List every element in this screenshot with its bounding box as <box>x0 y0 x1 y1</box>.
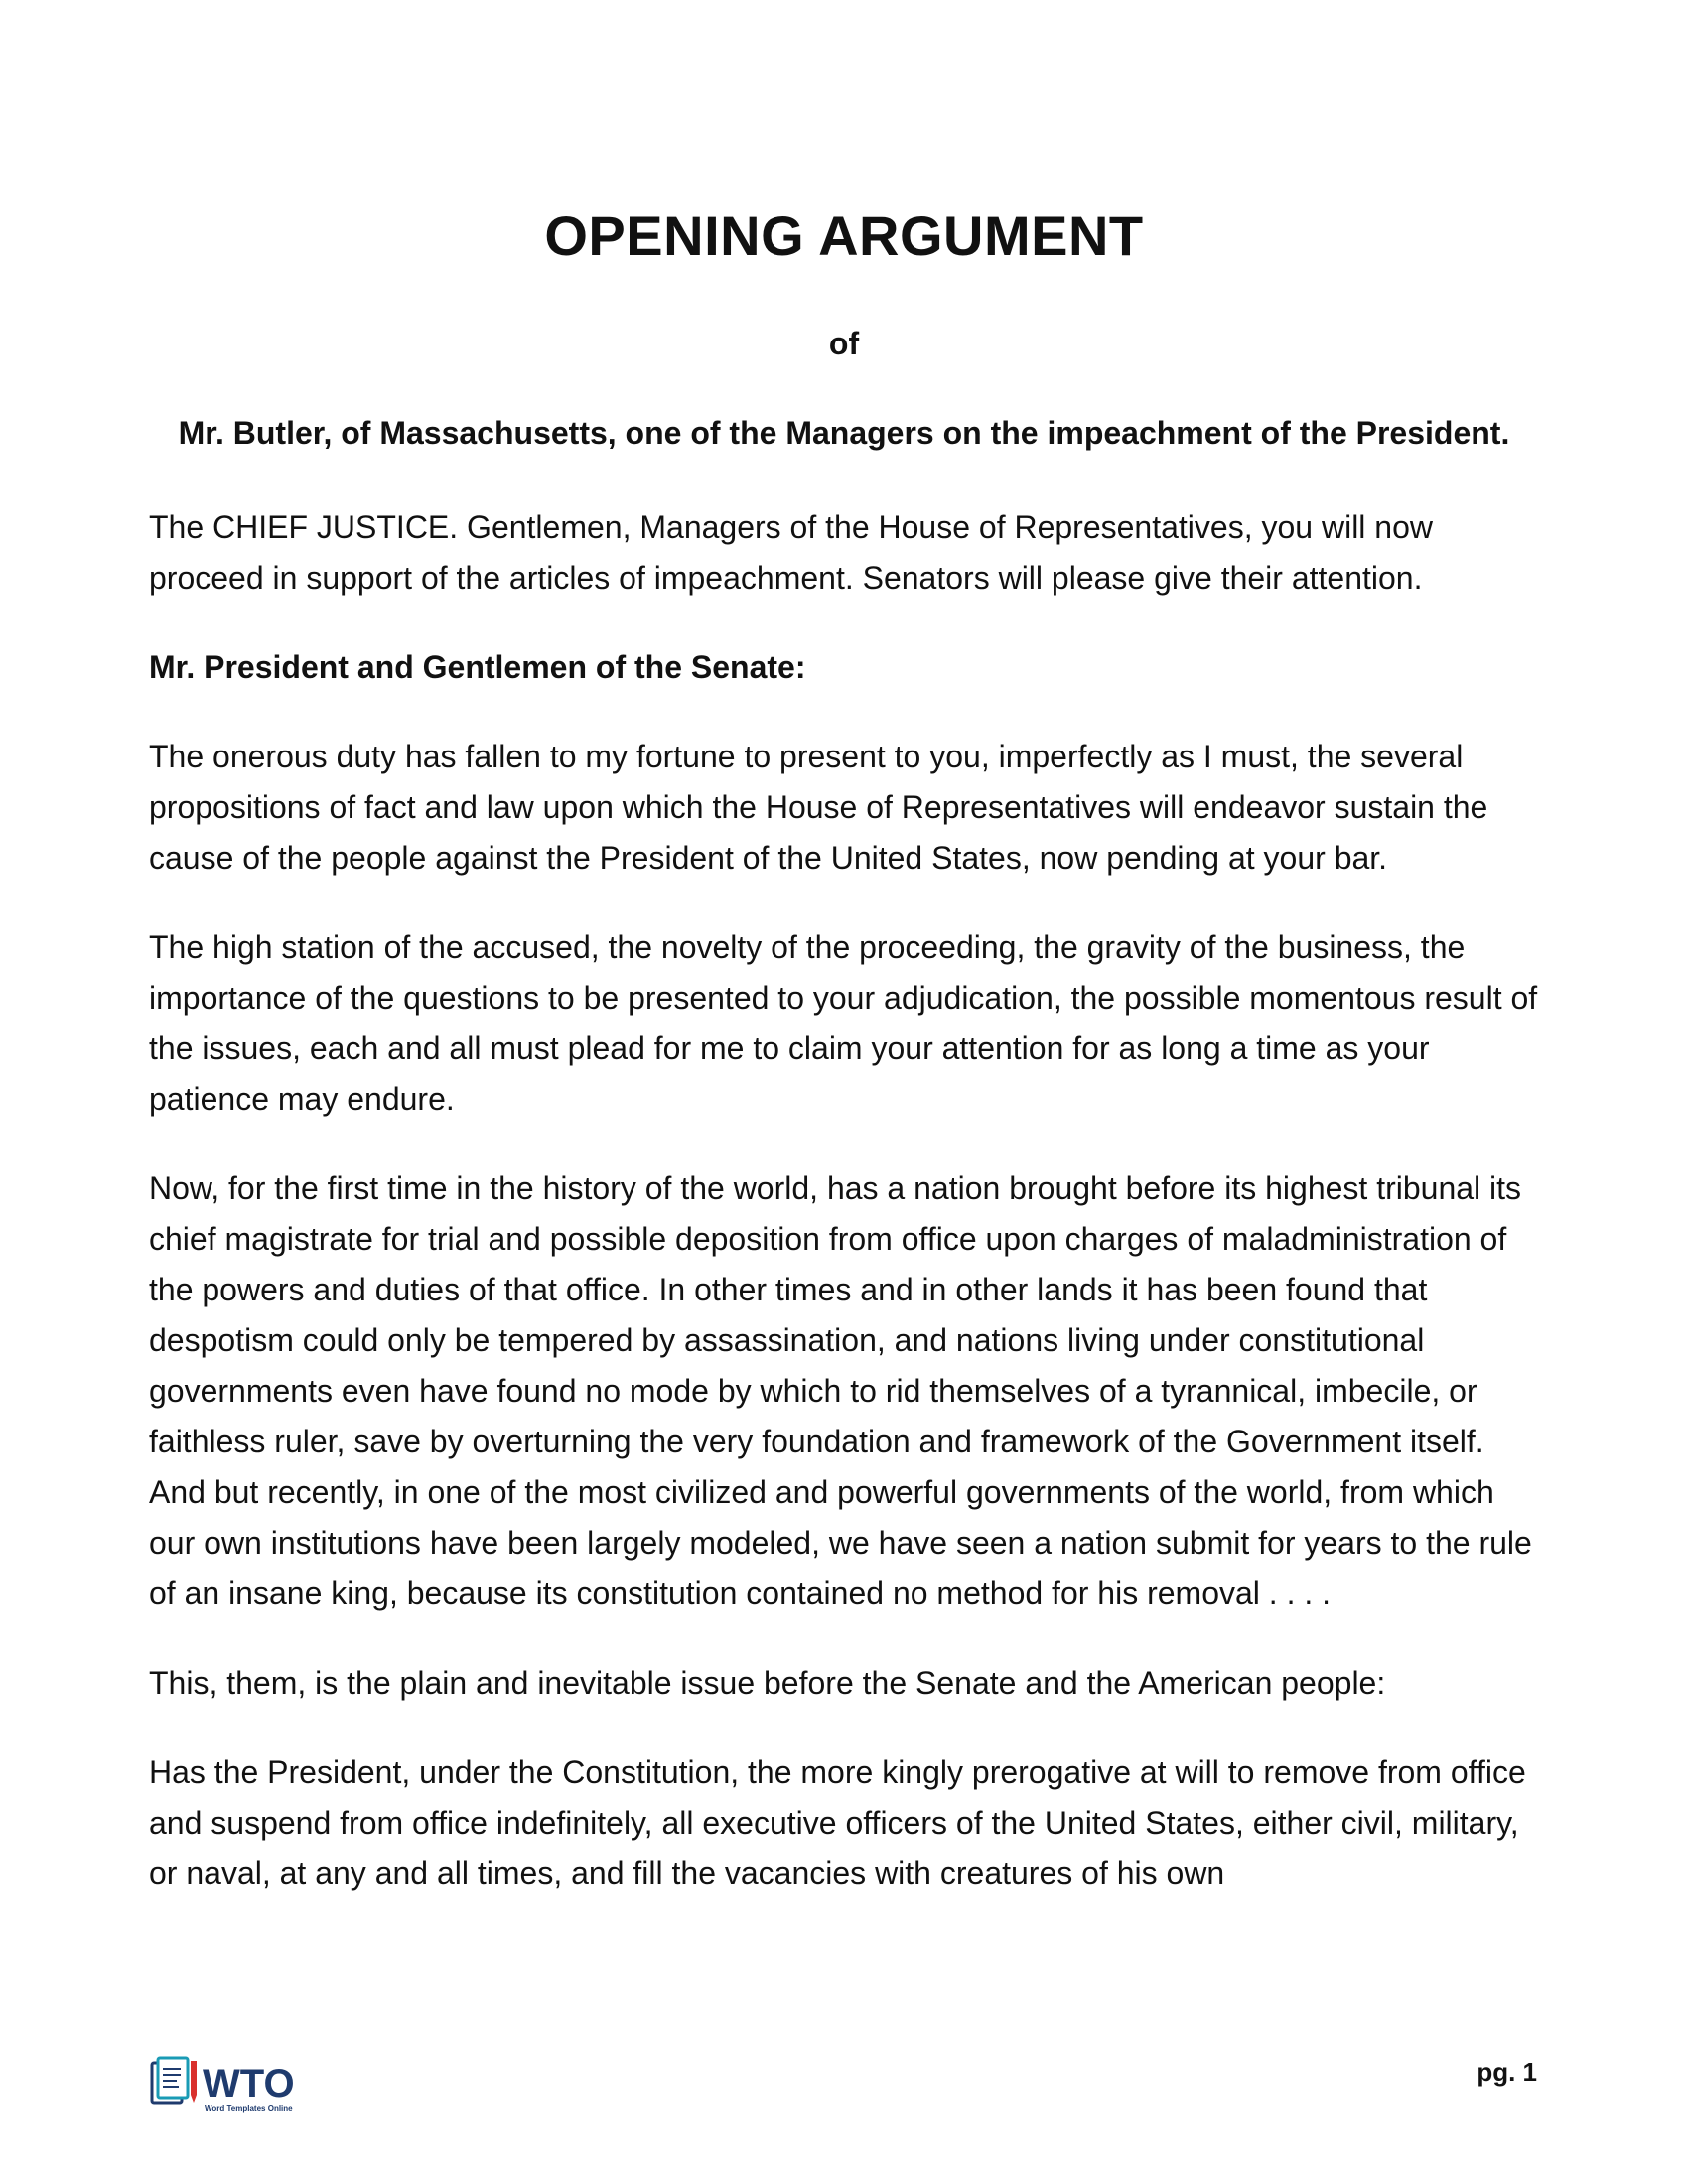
paragraph-has-the-president: Has the President, under the Constitution, the more kingly prerogative at will to remove from office and suspend from office indefinitely, all executive officers of the United States, either civil, military, or naval, at any and all times, and fill the vacancies with creatures of his own <box>149 1754 1526 1891</box>
document-body <box>149 502 1539 1938</box>
of-line: of <box>828 326 860 361</box>
wto-logo-icon <box>149 2055 333 2115</box>
wto-logo <box>149 2055 333 2115</box>
paragraph-high-station: The high station of the accused, the novelty of the proceeding, the gravity of the business, the importance of the questions to be presented to your adjudication, the possible momentous result of the issues, each and all must plead for me to claim your attention for as long a time as your patience may endure. <box>149 929 1538 1117</box>
paragraph-first-time: Now, for the first time in the history of the world, has a nation brought before its highest tribunal its chief magistrate for trial and possible deposition from office upon charges of maladministration of the powers and duties of that office. In other times and in other lands it has been found that despotism could only be tempered by assassination, and nations living under constitutional governments even have found no mode by which to rid themselves of a tyrannical, imbecile, or faithless ruler, save by overturning the very foundation and framework of the Government itself. And but recently, in one of the most civilized and powerful governments of the world, from which our own institutions have been largely modeled, we have seen a nation submit for years to the rule of an insane king, because its constitution contained no method for his removal . . . . <box>149 1170 1532 1611</box>
logo-tagline: Word Templates Online <box>205 2104 293 2113</box>
document-title: OPENING ARGUMENT <box>544 205 1144 267</box>
paragraph-chief-justice: The CHIEF JUSTICE. Gentlemen, Managers of the House of Representatives, you will now proceed in support of the articles of impeachment. Senators will please give their attention. <box>149 509 1433 596</box>
logo-wordmark: WTO <box>203 2062 295 2106</box>
document-subtitle: Mr. Butler, of Massachusetts, one of the Managers on the impeachment of the President. <box>178 415 1510 451</box>
page-number: pg. 1 <box>1477 2057 1537 2087</box>
paragraph-salutation: Mr. President and Gentlemen of the Senate: <box>149 649 806 685</box>
paragraph-plain-issue: This, them, is the plain and inevitable issue before the Senate and the American people: <box>149 1665 1386 1701</box>
paragraph-onerous-duty: The onerous duty has fallen to my fortune to present to you, imperfectly as I must, the several propositions of fact and law upon which the House of Representatives will endeavor sustain the cause of the people against the President of the United States, now pending at your bar. <box>149 739 1488 876</box>
